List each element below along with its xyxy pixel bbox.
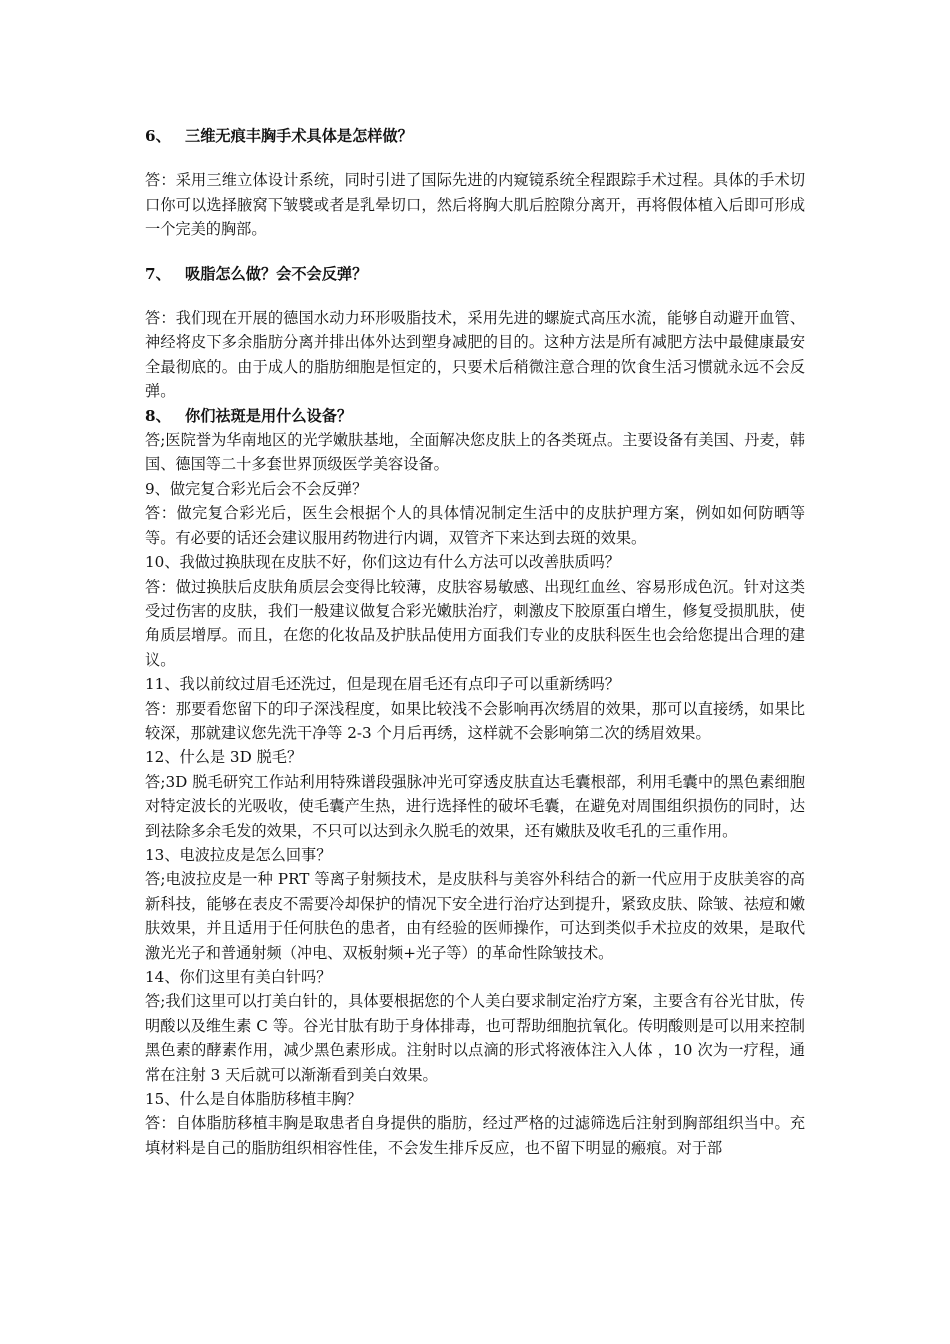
question-10: 10、我做过换肤现在皮肤不好，你们这边有什么方法可以改善肤质吗？ [145, 553, 620, 572]
answer-9: 答：做完复合彩光后，医生会根据个人的具体情况制定生活中的皮肤护理方案，例如如何防晒等等。有必要的话还会建议服用药物进行内调，双管齐下来达到去斑的效果。 [145, 504, 805, 547]
answer-7: 答：我们现在开展的德国水动力环形吸脂技术，采用先进的螺旋式高压水流，能够自动避开血管、神经将皮下多余脂肪分离并排出体外达到塑身减肥的目的。这种方法是所有减肥方法中最健康最安全最彻底的。由于成人的脂肪细胞是恒定的，只要术后稍微注意合理的饮食生活习惯就永远不会反弹。 [145, 309, 805, 401]
question-8 [145, 404, 805, 428]
question-15: 15、什么是自体脂肪移植丰胸？ [145, 1090, 362, 1109]
question-13: 13、电波拉皮是怎么回事？ [145, 845, 332, 864]
question-7 [145, 262, 805, 286]
question-6 [145, 124, 805, 148]
answer-6: 答：采用三维立体设计系统，同时引进了国际先进的内窥镜系统全程跟踪手术过程。具体的手术切口你可以选择腋窝下皱襞或者是乳晕切口，然后将胸大肌后腔隙分离开，再将假体植入后即可形成一个完美的胸部。 [145, 171, 805, 239]
question-text: 吸脂怎么做？会不会反弹？ [185, 264, 368, 283]
answer-15: 答：自体脂肪移植丰胸是取患者自身提供的脂肪，经过严格的过滤筛选后注射到胸部组织当中。充填材料是自己的脂肪组织相容性佳，不会发生排斥反应，也不留下明显的瘢痕。对于部 [145, 1114, 805, 1157]
question-9: 9、做完复合彩光后会不会反弹？ [145, 479, 368, 498]
answer-14: 答;我们这里可以打美白针的，具体要根据您的个人美白要求制定治疗方案，主要含有谷光甘肽，传明酸以及维生素 C 等。谷光甘肽有助于身体排毒，也可帮助细胞抗氧化。传明酸则是可以用来控制黑色素的酵素作用，减少黑色素形成。注射时以点滴的形式将液体注入人体 ，10 次为一疗程，通常在注射 3 天后就可以渐渐看到美白效果。 [145, 992, 805, 1084]
answer-10: 答：做过换肤后皮肤角质层会变得比较薄，皮肤容易敏感、出现红血丝、容易形成色沉。针对这类受过伤害的皮肤，我们一般建议做复合彩光嫩肤治疗，刺激皮下胶原蛋白增生，修复受损肌肤，使角质层增厚。而且，在您的化妆品及护肤品使用方面我们专业的皮肤科医生也会给您提出合理的建议。 [145, 577, 805, 669]
question-14: 14、你们这里有美白针吗？ [145, 968, 332, 986]
question-number: 6、 [145, 127, 171, 145]
answer-8: 答;医院誉为华南地区的光学嫩肤基地，全面解决您皮肤上的各类斑点。主要设备有美国、丹麦，韩国、德国等二十多套世界顶级医学美容设备。 [145, 431, 805, 474]
question-text: 你们祛斑是用什么设备？ [185, 406, 353, 425]
document-body [145, 124, 805, 1160]
answer-12: 答;3D 脱毛研究工作站利用特殊谱段强脉冲光可穿透皮肤直达毛囊根部，利用毛囊中的黑色素细胞对特定波长的光吸收，使毛囊产生热，进行选择性的破坏毛囊，在避免对周围组织损伤的同时，达到祛除多余毛发的效果，不只可以达到永久脱毛的效果，还有嫩肤及收毛孔的三重作用。 [145, 772, 805, 840]
question-number: 7、 [145, 264, 171, 283]
answer-11: 答：那要看您留下的印子深浅程度，如果比较浅不会影响再次绣眉的效果，那可以直接绣，如果比较深，那就建议您先洗干净等 2-3 个月后再绣，这样就不会影响第二次的绣眉效果。 [145, 699, 805, 742]
question-number: 8、 [145, 406, 171, 425]
answer-13: 答;电波拉皮是一种 PRT 等离子射频技术，是皮肤科与美容外科结合的新一代应用于皮肤美容的高新科技，能够在表皮不需要冷却保护的情况下安全进行治疗达到提升，紧致皮肤、除皱、祛痘和嫩肤效果，并且适用于任何肤色的患者，由有经验的医师操作，可达到类似手术拉皮的效果，是取代激光光子和普通射频（冲电、双板射频+光子等）的革命性除皱技术。 [145, 870, 805, 962]
question-12: 12、什么是 3D 脱毛？ [145, 748, 303, 767]
question-text: 三维无痕丰胸手术具体是怎样做？ [185, 127, 413, 145]
question-11: 11、我以前纹过眉毛还洗过，但是现在眉毛还有点印子可以重新绣吗？ [145, 675, 620, 694]
